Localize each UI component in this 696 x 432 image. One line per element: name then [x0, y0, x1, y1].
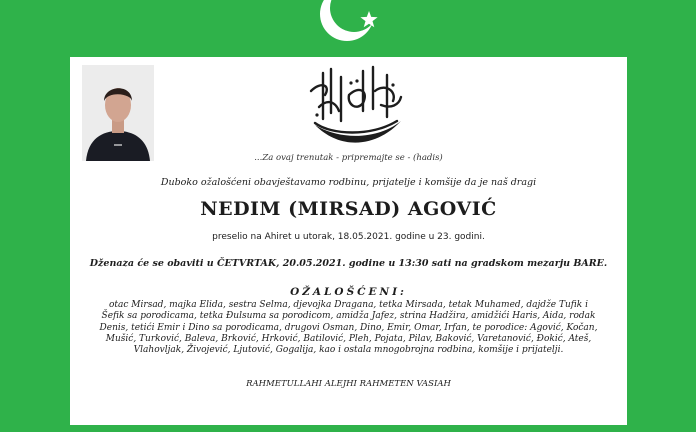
- deceased-name: NEDIM (MIRSAD) AGOVIĆ: [200, 198, 497, 220]
- portrait-photo: [82, 65, 154, 161]
- mourners-heading: OŽALOŠĆENI:: [290, 286, 407, 298]
- hadith-quote: ...Za ovaj trenutak - pripremajte se - (hadis): [254, 153, 443, 163]
- closing-prayer: RAHMETULLAHI ALEJHI RAHMETEN VASIAH: [246, 379, 451, 389]
- mourners-line: Vlahovljak, Živojević, Ljutović, Gogalija, kao i ostala mnogobrojna rodbina, komšije i prijatelji.: [133, 345, 564, 356]
- death-notice: preselio na Ahiret u utorak, 18.05.2021. godine u 23. godini.: [212, 232, 485, 242]
- intro-text: Duboko ožalošćeni obavještavamo rodbinu, prijatelje i komšije da je naš dragi: [160, 177, 537, 188]
- funeral-notice: Dženaza će se obaviti u ČETVRTAK, 20.05.2021. godine u 13:30 sati na gradskom mezarju BARE.: [89, 258, 608, 269]
- mourners-list: [84, 300, 613, 356]
- mourners-line: Denis, tetići Emir i Dino sa porodicama, drugovi Osman, Dino, Emir, Omar, Irfan, te porodice: Agović, Kočan,: [99, 322, 598, 333]
- mourners-line: Šefik sa porodicama, tetka Đulsuma sa porodicom, amidža Jafez, strina Hadžira, amidžići Haris, Aida, rodak: [101, 311, 596, 322]
- crescent-star-icon: [314, 0, 386, 52]
- mourners-line: Mušić, Turković, Baleva, Brković, Hrković, Batilović, Pleh, Pojata, Pilav, Baković, Varetanović, Đokić, Ateš,: [105, 333, 592, 344]
- arabic-calligraphy-icon: [301, 61, 411, 149]
- mourners-line: otac Mirsad, majka Elida, sestra Selma, djevojka Dragana, tetka Mirsada, tetak Muhamed, dajdže Tufik i: [109, 300, 588, 310]
- obituary-card: [70, 57, 627, 425]
